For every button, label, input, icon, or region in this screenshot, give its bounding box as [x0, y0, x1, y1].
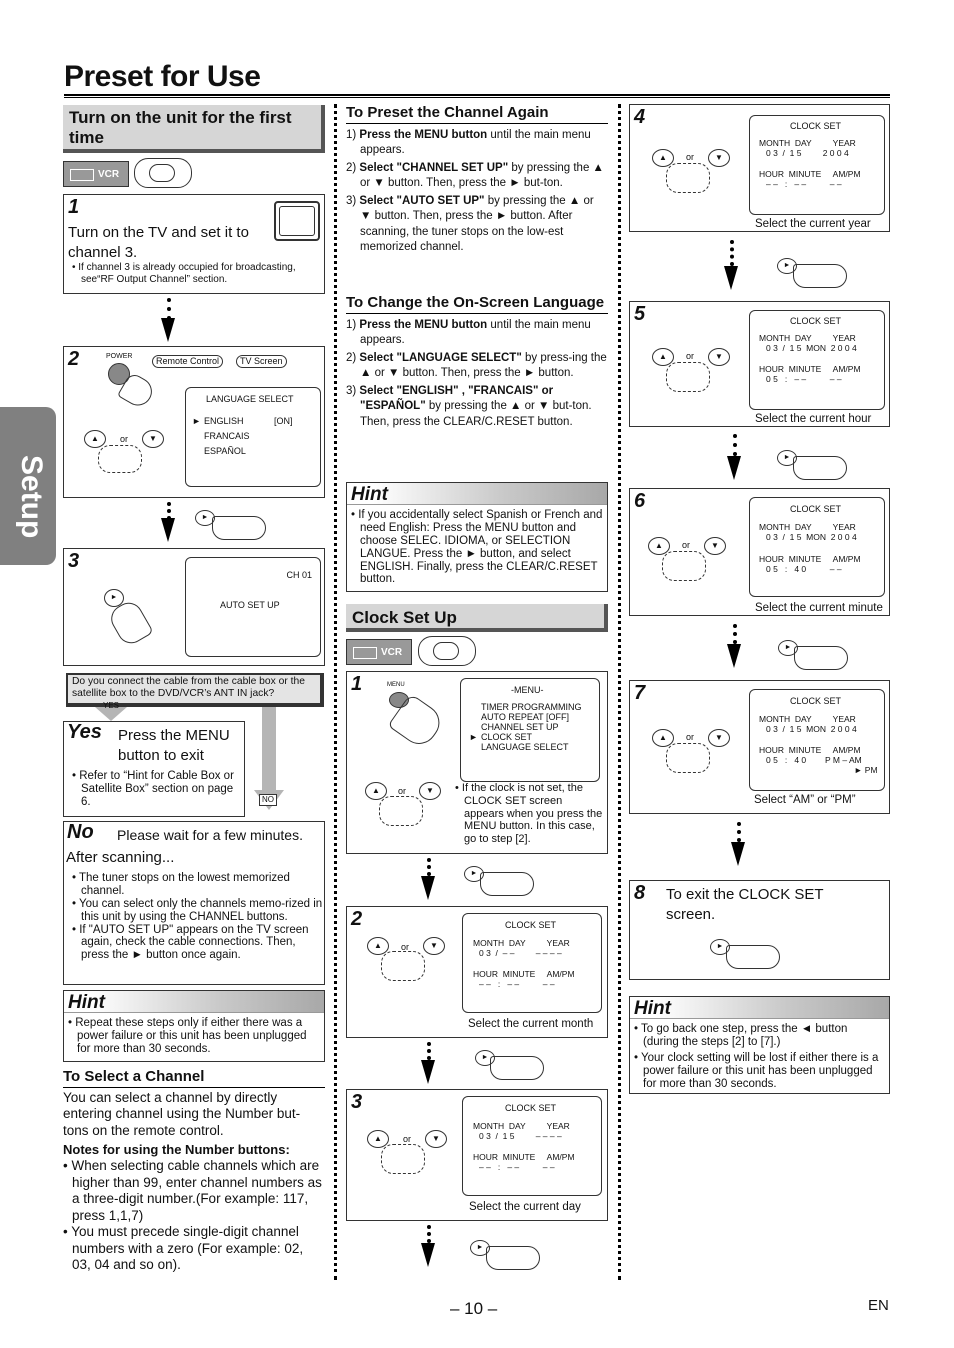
- no-box: [63, 821, 325, 985]
- flow-arrow-down: [161, 518, 175, 542]
- yes-note: • Refer to “Hint for Cable Box or Satellite Box” section on page 6.: [72, 770, 234, 809]
- clock-row: HOUR MINUTE AM/PM: [473, 969, 575, 979]
- column-separator: [618, 104, 621, 1280]
- page-title: Preset for Use: [64, 60, 261, 93]
- menu-title: -MENU-: [511, 685, 544, 695]
- hand-icon: [794, 646, 848, 670]
- step-number: 2: [68, 348, 80, 370]
- step-caption: Select the current day: [469, 1201, 581, 1213]
- no-path-bar: [262, 707, 276, 797]
- step-number: 5: [634, 303, 646, 325]
- clock-row: HOUR MINUTE AM/PM: [473, 1152, 575, 1162]
- play-button-icon[interactable]: ►: [104, 589, 124, 607]
- clock-not-set-note: • If the clock is not set, the CLOCK SET screen appears when you press the MENU button. In this case, go to step [2].: [455, 782, 603, 845]
- up-button-icon[interactable]: ▲: [648, 537, 670, 555]
- flow-arrow-down: [161, 318, 175, 342]
- flow-arrow-down: [724, 266, 738, 290]
- cursor-icon: ►: [469, 732, 478, 742]
- or-label: or: [401, 942, 410, 952]
- clock-step-6: [629, 488, 890, 616]
- clock-step-4: [629, 104, 890, 232]
- no-bullet: • If "AUTO SET UP" appears on the TV screen again, check the cable connections. Then, press the ► button once again.: [72, 923, 309, 962]
- clock-set-screen: [749, 497, 885, 597]
- vcr-mode-icon: [63, 161, 129, 187]
- lang-step-3: 3) Select "ENGLISH" , "FRANCAIS" or "ESPAÑOL" by pressing the ▲ or ▼ but-ton. Then, press the CLEAR/C.RESET button.: [346, 384, 592, 428]
- flow-arrow-down: [727, 456, 741, 480]
- lang-step-2: 2) Select "LANGUAGE SELECT" by press-ing the ▲ or ▼ button. Then, press the ► button.: [346, 351, 607, 380]
- clock-row: 0 3 / 1 5 – – – –: [479, 1131, 562, 1141]
- flow-arrow-down: [421, 1243, 435, 1267]
- menu-title: LANGUAGE SELECT: [206, 394, 294, 404]
- menu-items: [481, 703, 582, 752]
- option-espanol: ESPAÑOL: [204, 446, 246, 456]
- step-number: 1: [68, 196, 80, 218]
- page-number: – 10 –: [450, 1299, 498, 1318]
- vcr-cassette-icon: [353, 647, 377, 659]
- clock-row: – – : – – – –: [479, 979, 555, 989]
- left-step-2: [63, 346, 325, 498]
- after-scanning-text: After scanning...: [66, 849, 175, 866]
- step-number: 1: [351, 673, 363, 695]
- mid-hint-box: [346, 482, 608, 592]
- right-hint-box: [629, 996, 890, 1094]
- clock-set-up-header: Clock Set Up: [346, 604, 608, 632]
- step-caption: Select the current minute: [755, 602, 883, 614]
- preset-again-section: [346, 104, 608, 256]
- exit-clock-text: To exit the CLOCK SET screen.: [666, 886, 824, 923]
- or-label: or: [686, 732, 695, 742]
- hand-icon: [490, 1056, 544, 1080]
- down-button-icon[interactable]: ▼: [708, 149, 730, 167]
- flow-arrow-down: [421, 876, 435, 900]
- clock-set-title: CLOCK SET: [790, 504, 842, 514]
- or-label: or: [682, 540, 691, 550]
- no-bullets: [72, 872, 324, 962]
- left-step-1: [63, 194, 325, 294]
- hand-icon: [793, 456, 847, 480]
- down-button-icon[interactable]: ▼: [704, 537, 726, 555]
- clock-set-title: CLOCK SET: [790, 696, 842, 706]
- cable-question: Do you connect the cable from the cable box or the satellite box to the DVD/VCR’s ANT IN jack?: [66, 673, 324, 707]
- up-button-icon[interactable]: ▲: [367, 1130, 389, 1148]
- clock-step-1: [346, 671, 608, 854]
- clock-row: HOUR MINUTE AM/PM: [759, 554, 861, 564]
- number-buttons-note: • When selecting cable channels which are higher than 99, enter channel numbers as a three-digit number.(For example: 117, press 1,1,7): [63, 1158, 322, 1223]
- tv-screen-label: TV Screen: [236, 355, 287, 368]
- flow-dots: [167, 298, 171, 320]
- step-caption: Select the current year: [755, 218, 871, 230]
- step-number: 4: [634, 106, 646, 128]
- vcr-mode-label: VCR: [381, 647, 403, 658]
- menu-item: CLOCK SET: [481, 731, 533, 742]
- down-button-icon[interactable]: ▼: [708, 348, 730, 366]
- step-caption: Select the current hour: [755, 413, 872, 425]
- title-rule: [64, 94, 890, 98]
- clock-row: 0 3 / 1 5 MON 2 0 0 4: [766, 343, 857, 353]
- no-bullet: • You can select only the channels memo-rized in this unit by using the CHANNEL buttons.: [72, 897, 323, 923]
- play-button-icon[interactable]: ►: [195, 510, 215, 526]
- step-number: 8: [634, 882, 646, 904]
- play-button-icon[interactable]: ►: [475, 1050, 495, 1066]
- step-number: 6: [634, 490, 646, 512]
- hand-icon: [98, 445, 142, 473]
- clock-row: 0 3 / – – – – – –: [479, 948, 562, 958]
- language-code: EN: [868, 1297, 889, 1314]
- step-caption: Select “AM” or “PM”: [754, 794, 856, 806]
- hint-title: Hint: [347, 483, 607, 505]
- clock-row: HOUR MINUTE AM/PM: [759, 169, 861, 179]
- clock-step-3: [346, 1089, 608, 1221]
- flow-arrow-down: [421, 1060, 435, 1084]
- clock-row: HOUR MINUTE AM/PM: [759, 745, 861, 755]
- flow-dots: [733, 624, 737, 644]
- hint-text: • Repeat these steps only if either there was a power failure or this unit has been unplugged for more than 30 seconds.: [68, 1017, 307, 1055]
- hand-icon: [480, 872, 534, 896]
- down-button-icon[interactable]: ▼: [425, 1130, 447, 1148]
- clock-set-screen: [749, 689, 885, 791]
- step-number: 2: [351, 908, 363, 930]
- channel-display: CH 01: [286, 570, 312, 580]
- clock-set-screen: [462, 1096, 602, 1196]
- hand-icon: [662, 551, 706, 581]
- no-label: NO: [259, 794, 277, 806]
- play-button-icon[interactable]: ►: [464, 866, 484, 882]
- down-button-icon[interactable]: ▼: [419, 782, 441, 800]
- clock-row: 0 3 / 1 5 MON 2 0 0 4: [766, 724, 857, 734]
- preset-step-2: 2) Select "CHANNEL SET UP" by pressing the ▲ or ▼ button. Then, press the ► but-ton.: [346, 161, 604, 190]
- step-number: 7: [634, 682, 646, 704]
- change-language-title: To Change the On-Screen Language: [346, 294, 608, 314]
- clock-set-title: CLOCK SET: [790, 121, 842, 131]
- auto-setup-label: AUTO SET UP: [220, 600, 280, 610]
- menu-item: CHANNEL SET UP: [481, 721, 559, 732]
- language-select-screen: [185, 387, 321, 487]
- up-button-icon[interactable]: ▲: [367, 937, 389, 955]
- play-button-icon[interactable]: ►: [710, 939, 730, 955]
- cursor-icon: ►: [192, 416, 201, 426]
- or-label: or: [686, 152, 695, 162]
- side-tab-label: Setup: [15, 455, 48, 539]
- flow-dots: [427, 1042, 431, 1060]
- up-button-icon[interactable]: ▲: [652, 348, 674, 366]
- flow-dots: [427, 858, 431, 876]
- select-channel-section: [63, 1068, 325, 1274]
- menu-item: LANGUAGE SELECT: [481, 741, 569, 752]
- hint-text: • Your clock setting will be lost if either there is a power failure or this unit has been unplugged for more than 30 seconds.: [634, 1051, 879, 1090]
- lang-step-1: 1) Press the MENU button until the main menu appears.: [346, 318, 591, 347]
- vcr-mode-label: VCR: [98, 169, 120, 180]
- or-label: or: [686, 351, 695, 361]
- clock-set-title: CLOCK SET: [790, 316, 842, 326]
- option-francais: FRANCAIS: [204, 431, 250, 441]
- column-separator: [334, 104, 337, 1280]
- change-language-section: [346, 294, 608, 430]
- vcr-button-icon: [134, 158, 192, 188]
- or-label: or: [398, 786, 407, 796]
- flow-dots: [427, 1225, 431, 1243]
- number-buttons-notes-title: Notes for using the Number buttons:: [63, 1142, 290, 1158]
- tv-icon: [274, 201, 320, 241]
- hand-icon: [381, 951, 425, 981]
- main-menu-screen: [460, 678, 600, 782]
- clock-set-title: CLOCK SET: [505, 920, 557, 930]
- hint-text: • To go back one step, press the ◄ button (during the steps [2] to [7].): [634, 1023, 848, 1048]
- yes-title: Yes: [67, 721, 102, 743]
- flow-arrow-down: [727, 644, 741, 668]
- down-button-icon[interactable]: ▼: [142, 430, 164, 448]
- vcr-mode-icon: [346, 639, 412, 665]
- clock-step-2: [346, 906, 608, 1038]
- clock-row: – – : – – – –: [766, 179, 842, 189]
- flow-arrow-down: [731, 842, 745, 866]
- hand-icon: [793, 264, 847, 288]
- preset-again-title: To Preset the Channel Again: [346, 104, 608, 124]
- clock-row: – – : – – – –: [479, 1162, 555, 1172]
- clock-step-5: [629, 301, 890, 427]
- hand-icon: [726, 945, 780, 969]
- or-label: or: [120, 434, 129, 444]
- clock-row: MONTH DAY YEAR: [473, 938, 570, 948]
- option-state: [ON]: [274, 416, 293, 426]
- step-number: 3: [351, 1091, 363, 1113]
- down-button-icon[interactable]: ▼: [423, 937, 445, 955]
- clock-row: MONTH DAY YEAR: [759, 138, 856, 148]
- play-button-icon[interactable]: ►: [470, 1240, 490, 1256]
- play-button-icon[interactable]: ►: [777, 450, 797, 466]
- select-channel-text: You can select a channel by directly entering channel using the Number but-tons on the remote control.: [63, 1089, 301, 1138]
- hand-icon: [666, 163, 710, 193]
- turn-on-header: Turn on the unit for the first time: [63, 105, 325, 153]
- preset-step-3: 3) Select "AUTO SET UP" by pressing the ▲ or ▼ button. Then, press the ► button. After scanning, the tuner stops on the low-est memorized channel.: [346, 194, 594, 254]
- hint-title: Hint: [64, 991, 324, 1013]
- up-button-icon[interactable]: ▲: [652, 149, 674, 167]
- hand-icon: [486, 1246, 540, 1270]
- clock-step-8: [629, 880, 890, 980]
- up-button-icon[interactable]: ▲: [652, 729, 674, 747]
- menu-button-label: MENU: [387, 682, 405, 688]
- no-title: No: [67, 821, 94, 843]
- hand-icon: [379, 796, 423, 826]
- step-1-text: Turn on the TV and set it to channel 3.: [68, 224, 249, 261]
- left-hint-box: [63, 990, 325, 1062]
- clock-row: MONTH DAY YEAR: [759, 714, 856, 724]
- clock-row: MONTH DAY YEAR: [759, 333, 856, 343]
- hand-icon: [381, 1144, 425, 1174]
- menu-item: TIMER PROGRAMMING: [481, 702, 582, 712]
- hand-icon: [212, 516, 266, 540]
- up-button-icon[interactable]: ▲: [365, 782, 387, 800]
- or-label: or: [403, 1134, 412, 1144]
- left-step-3: [63, 548, 325, 666]
- clock-set-title: CLOCK SET: [505, 1103, 557, 1113]
- auto-setup-screen: [185, 557, 321, 657]
- clock-row: MONTH DAY YEAR: [473, 1121, 570, 1131]
- no-text: Please wait for a few minutes.: [117, 827, 303, 843]
- hand-icon: [666, 362, 710, 392]
- vcr-button-icon: [418, 636, 476, 666]
- step-1-note: • If channel 3 is already occupied for broadcasting, see“RF Output Channel” section.: [72, 262, 296, 285]
- clock-row: 0 5 : – – – –: [766, 374, 842, 384]
- yes-box: [63, 721, 245, 817]
- step-caption: Select the current month: [468, 1018, 594, 1030]
- side-tab: [0, 407, 56, 565]
- select-channel-title: To Select a Channel: [63, 1068, 325, 1088]
- yes-text: Press the MENU button to exit: [118, 727, 230, 765]
- number-buttons-note: • You must precede single-digit channel numbers with a zero (For example: 02, 03, 04 and so on).: [63, 1224, 304, 1273]
- clock-row: ► PM: [854, 765, 878, 775]
- step-number: 3: [68, 550, 80, 572]
- clock-set-screen: [462, 913, 602, 1013]
- play-button-icon[interactable]: ►: [777, 258, 797, 274]
- power-label: POWER: [106, 353, 133, 360]
- flow-dots: [730, 240, 734, 266]
- play-button-icon[interactable]: ►: [778, 640, 798, 656]
- clock-row: 0 3 / 1 5 MON 2 0 0 4: [766, 532, 857, 542]
- vcr-cassette-icon: [70, 169, 94, 181]
- up-button-icon[interactable]: ▲: [84, 430, 106, 448]
- preset-step-1: 1) Press the MENU button until the main menu appears.: [346, 128, 591, 157]
- down-button-icon[interactable]: ▼: [708, 729, 730, 747]
- clock-row: HOUR MINUTE AM/PM: [759, 364, 861, 374]
- remote-control-label: Remote Control: [152, 355, 223, 368]
- clock-step-7: [629, 680, 890, 814]
- clock-set-screen: [749, 310, 885, 410]
- option-english: ENGLISH: [204, 416, 244, 426]
- menu-item: AUTO REPEAT [OFF]: [481, 711, 570, 722]
- yes-label: YES: [103, 701, 120, 710]
- flow-dots: [737, 822, 741, 842]
- flow-dots: [733, 434, 737, 456]
- hand-icon: [666, 743, 710, 773]
- clock-row: MONTH DAY YEAR: [759, 522, 856, 532]
- no-bullet: • The tuner stops on the lowest memorized channel.: [72, 872, 290, 897]
- clock-row: 0 3 / 1 5 2 0 0 4: [766, 148, 849, 158]
- clock-row: 0 5 : 4 0 – –: [766, 564, 842, 574]
- hint-text: • If you accidentally select Spanish or French and need English: Press the MENU button and choose SELEC. IDIOMA, or SELECTION LANGUE. Press the ► button, and select ENGLISH. Finally, press the CLEAR/C.RESET button.: [351, 509, 603, 586]
- clock-set-screen: [749, 115, 885, 215]
- clock-row: 0 5 : 4 0 P M – AM: [766, 755, 862, 765]
- hint-title: Hint: [630, 997, 889, 1019]
